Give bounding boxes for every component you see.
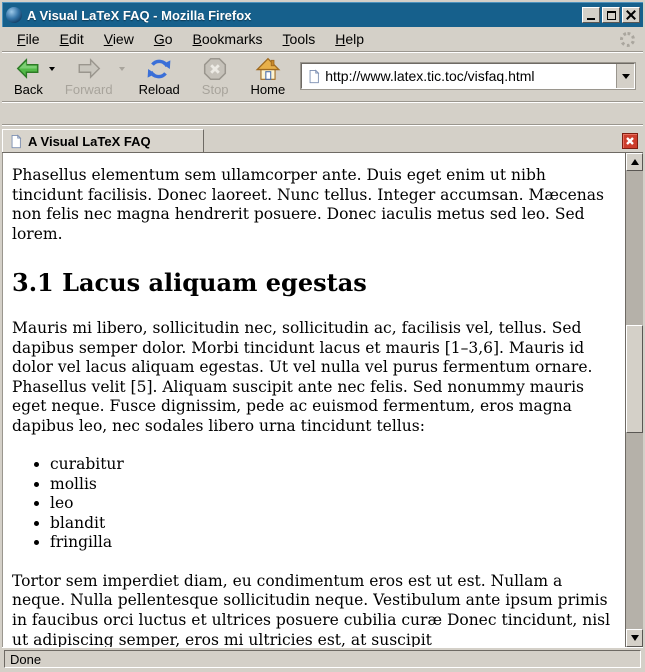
menu-bookmarks[interactable]: Bookmarks — [192, 31, 263, 47]
window-title: A Visual LaTeX FAQ - Mozilla Firefox — [27, 7, 252, 23]
chevron-down-icon — [622, 74, 630, 79]
close-icon — [626, 10, 636, 20]
titlebar[interactable] — [2, 2, 643, 27]
tab-visual-latex-faq[interactable] — [2, 129, 204, 152]
paragraph-closing: Tortor sem imperdiet diam, eu condimentum eros est ut est. Nullam a neque. Nulla pellentesque sollicitudin neque. Vestibulum ante ipsum primis in faucibus orci luctus et ultrices posuere cubilia curæ Donec tincidunt, nisl ut adipiscing semper, eros mi ultricies est, at suscipit — [12, 571, 611, 647]
reload-icon — [146, 56, 172, 82]
bullet-list — [50, 455, 617, 553]
menu-file[interactable]: File — [17, 31, 40, 47]
reload-button[interactable]: Reload — [133, 54, 186, 99]
list-item: • leo — [50, 494, 617, 514]
menubar — [2, 27, 643, 52]
url-input[interactable] — [321, 66, 616, 86]
stop-button[interactable]: Stop — [196, 54, 235, 99]
minimize-button[interactable] — [582, 7, 600, 23]
navigation-toolbar — [2, 52, 643, 102]
status-bar — [2, 647, 643, 670]
tabbar-empty-space — [204, 129, 618, 152]
maximize-icon — [607, 11, 616, 20]
close-button[interactable] — [622, 7, 640, 23]
menu-view[interactable]: View — [103, 31, 134, 47]
bookmarks-toolbar — [2, 102, 643, 125]
mozilla-globe-icon — [6, 7, 22, 23]
list-item: • mollis — [50, 475, 617, 495]
list-item: • blandit — [50, 514, 617, 534]
throbber-icon — [620, 32, 635, 47]
url-dropdown-button[interactable] — [616, 64, 634, 88]
list-item: • curabitur — [50, 455, 617, 475]
tab-close-x-icon — [625, 136, 635, 146]
scroll-down-button[interactable] — [626, 629, 643, 647]
menu-help[interactable]: Help — [335, 31, 365, 47]
stop-icon — [202, 56, 228, 82]
url-bar — [301, 63, 635, 89]
arrow-up-icon — [631, 159, 639, 165]
list-item: • fringilla — [50, 533, 617, 553]
page-icon — [307, 69, 321, 84]
web-page — [2, 153, 625, 647]
arrow-down-icon — [631, 635, 639, 641]
back-button[interactable]: Back — [8, 54, 49, 99]
status-text: Done — [4, 650, 641, 668]
forward-dropdown-caret[interactable] — [119, 67, 125, 71]
tab-close-button[interactable] — [622, 133, 638, 149]
minimize-icon — [587, 18, 595, 20]
home-icon — [255, 56, 281, 82]
menu-tools[interactable]: Tools — [282, 31, 316, 47]
menu-go[interactable]: Go — [153, 31, 173, 47]
forward-arrow-icon — [76, 56, 102, 82]
forward-button[interactable]: Forward — [59, 54, 119, 99]
content-area — [2, 152, 643, 647]
tab-label: A Visual LaTeX FAQ — [28, 133, 151, 149]
back-arrow-icon — [15, 56, 41, 82]
back-dropdown-caret[interactable] — [49, 67, 55, 71]
maximize-button[interactable] — [602, 7, 620, 23]
tab-bar — [2, 125, 643, 152]
section-heading: 3.1 Lacus aliquam egestas — [12, 268, 367, 298]
vertical-scrollbar[interactable] — [625, 153, 643, 647]
scroll-up-button[interactable] — [626, 153, 643, 171]
paragraph-section: Mauris mi libero, sollicitudin nec, sollicitudin ac, facilisis vel, tellus. Sed dapibus semper dolor. Morbi tincidunt lacus et mauris [1–3,6]. Mauris id dolor vel lacus aliquam egestas. Ut vel nulla vel purus fermentum ornare. Phasellus velit [5]. Aliquam suscipit ante nec felis. Sed nonummy mauris eget neque. Fusce dignissim, pede ac euismod fermentum, eros magna dapibus leo, nec sodales libero urna tincidunt tellus: — [12, 319, 593, 435]
menu-edit[interactable]: Edit — [59, 31, 84, 47]
scrollbar-thumb[interactable] — [626, 325, 643, 433]
home-button[interactable]: Home — [245, 54, 292, 99]
paragraph-intro: Phasellus elementum sem ullamcorper ante. Duis eget enim ut nibh tincidunt facilisis. Donec laoreet. Nunc tellus. Integer accumsan. Mæcenas non felis nec magna hendrerit posuere. Donec iaculis metus sed leo. Sed lorem. — [12, 166, 604, 243]
tab-page-icon — [9, 134, 23, 149]
